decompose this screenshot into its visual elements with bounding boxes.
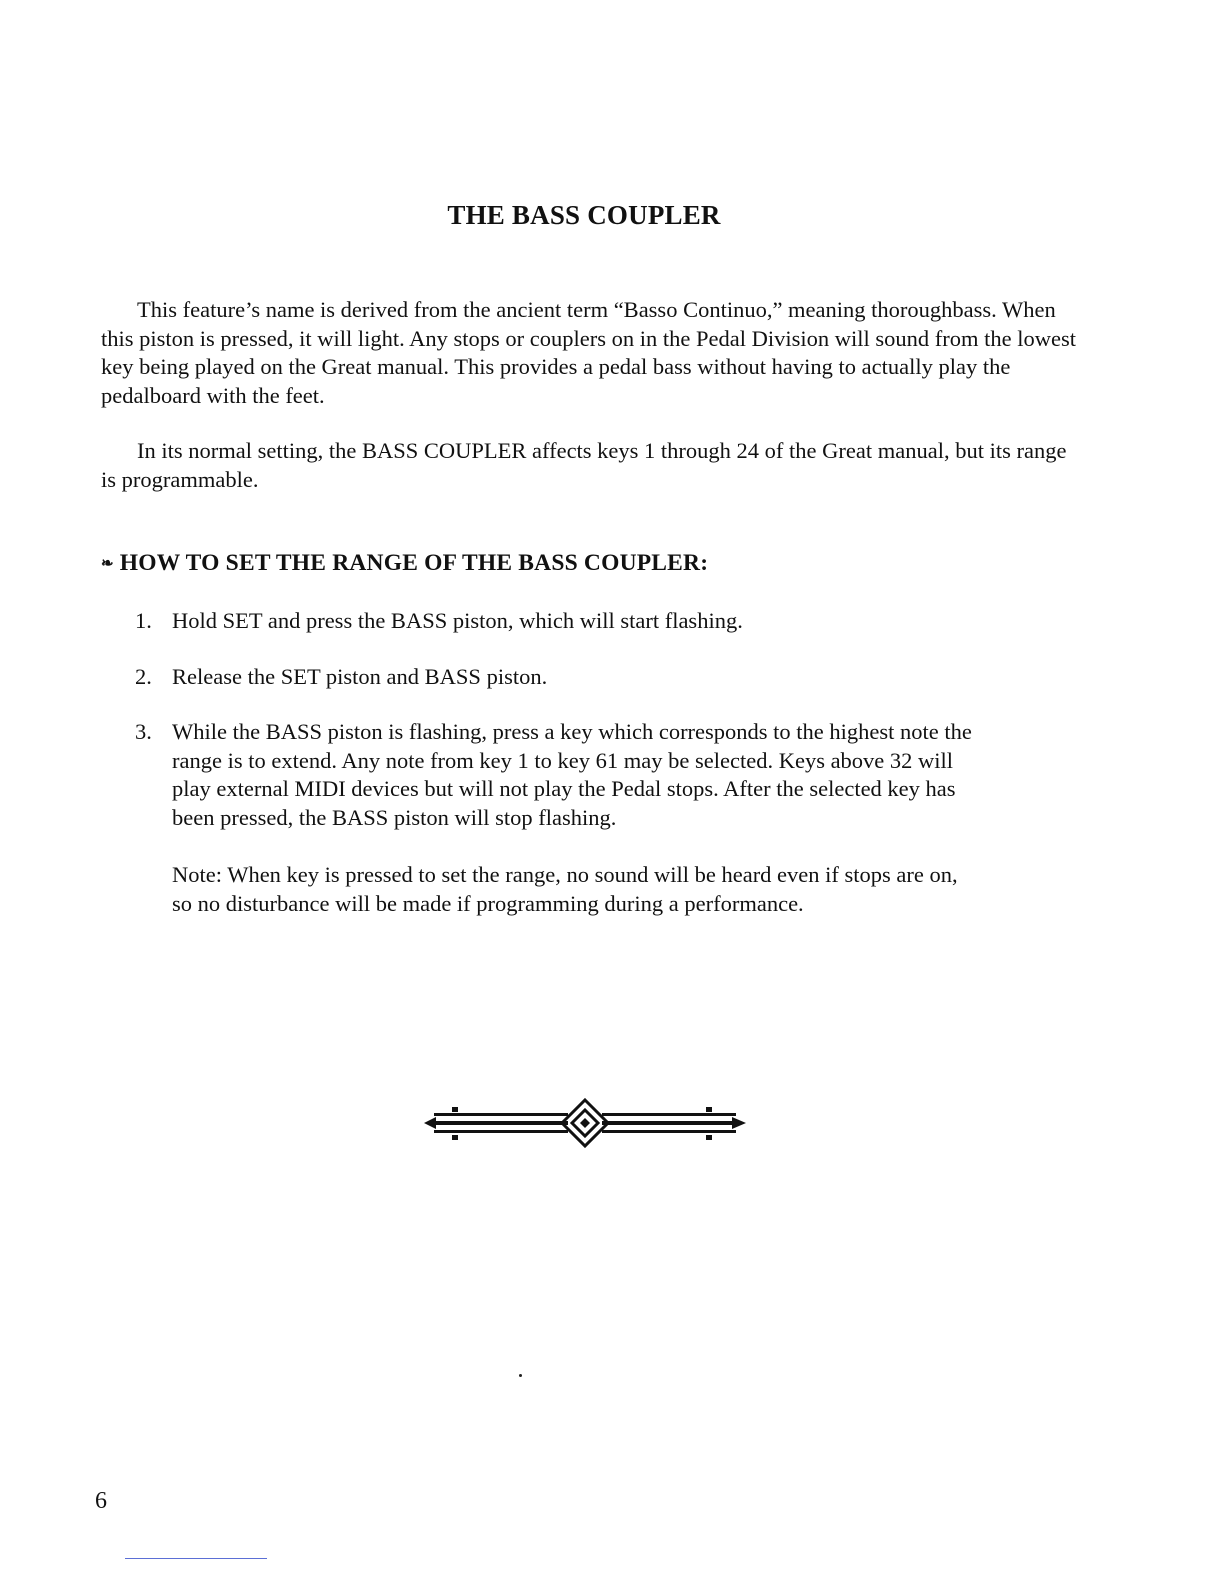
page-number: 6 — [95, 1488, 107, 1514]
fleuron-icon: ❧ — [101, 556, 114, 572]
range-paragraph: In its normal setting, the BASS COUPLER affects keys 1 through 24 of the Great manual, but its range is programmable. — [101, 438, 1067, 492]
steps-list — [101, 607, 981, 859]
section-heading-text: HOW TO SET THE RANGE OF THE BASS COUPLER: — [119, 550, 709, 576]
list-item — [101, 663, 981, 692]
list-item — [101, 718, 981, 832]
page-title: THE BASS COUPLER — [447, 200, 721, 230]
step-number: 1. — [135, 608, 152, 633]
step-text: Hold SET and press the BASS piston, which will start flashing. — [172, 608, 743, 633]
intro-paragraph: This feature’s name is derived from the ancient term “Basso Continuo,” meaning thoroughbass. When this piston is pressed, it will light. Any stops or couplers on in the Pedal Division will sound from the lowest key being played on the Great manual. This provides a pedal bass without having to actually play the pedalboard with the feet. — [101, 297, 1076, 408]
note-text: Note: When key is pressed to set the range, no sound will be heard even if stops are on, so no disturbance will be made if programming during a performance. — [172, 862, 958, 916]
list-item — [101, 607, 981, 636]
section-heading — [101, 550, 708, 577]
footer-rule — [125, 1558, 267, 1559]
step-text: While the BASS piston is flashing, press a key which corresponds to the highest note the range is to extend. Any note from key 1 to key 61 may be selected. Keys above 32 will play external MIDI devices but will not play the Pedal stops. After the selected key has been pressed, the BASS piston will stop flashing. — [172, 719, 972, 830]
decorative-divider-icon — [420, 1097, 750, 1149]
step-number: 3. — [135, 719, 152, 744]
ink-speck — [519, 1374, 522, 1377]
step-text: Release the SET piston and BASS piston. — [172, 663, 548, 689]
step-number: 2. — [135, 663, 152, 689]
